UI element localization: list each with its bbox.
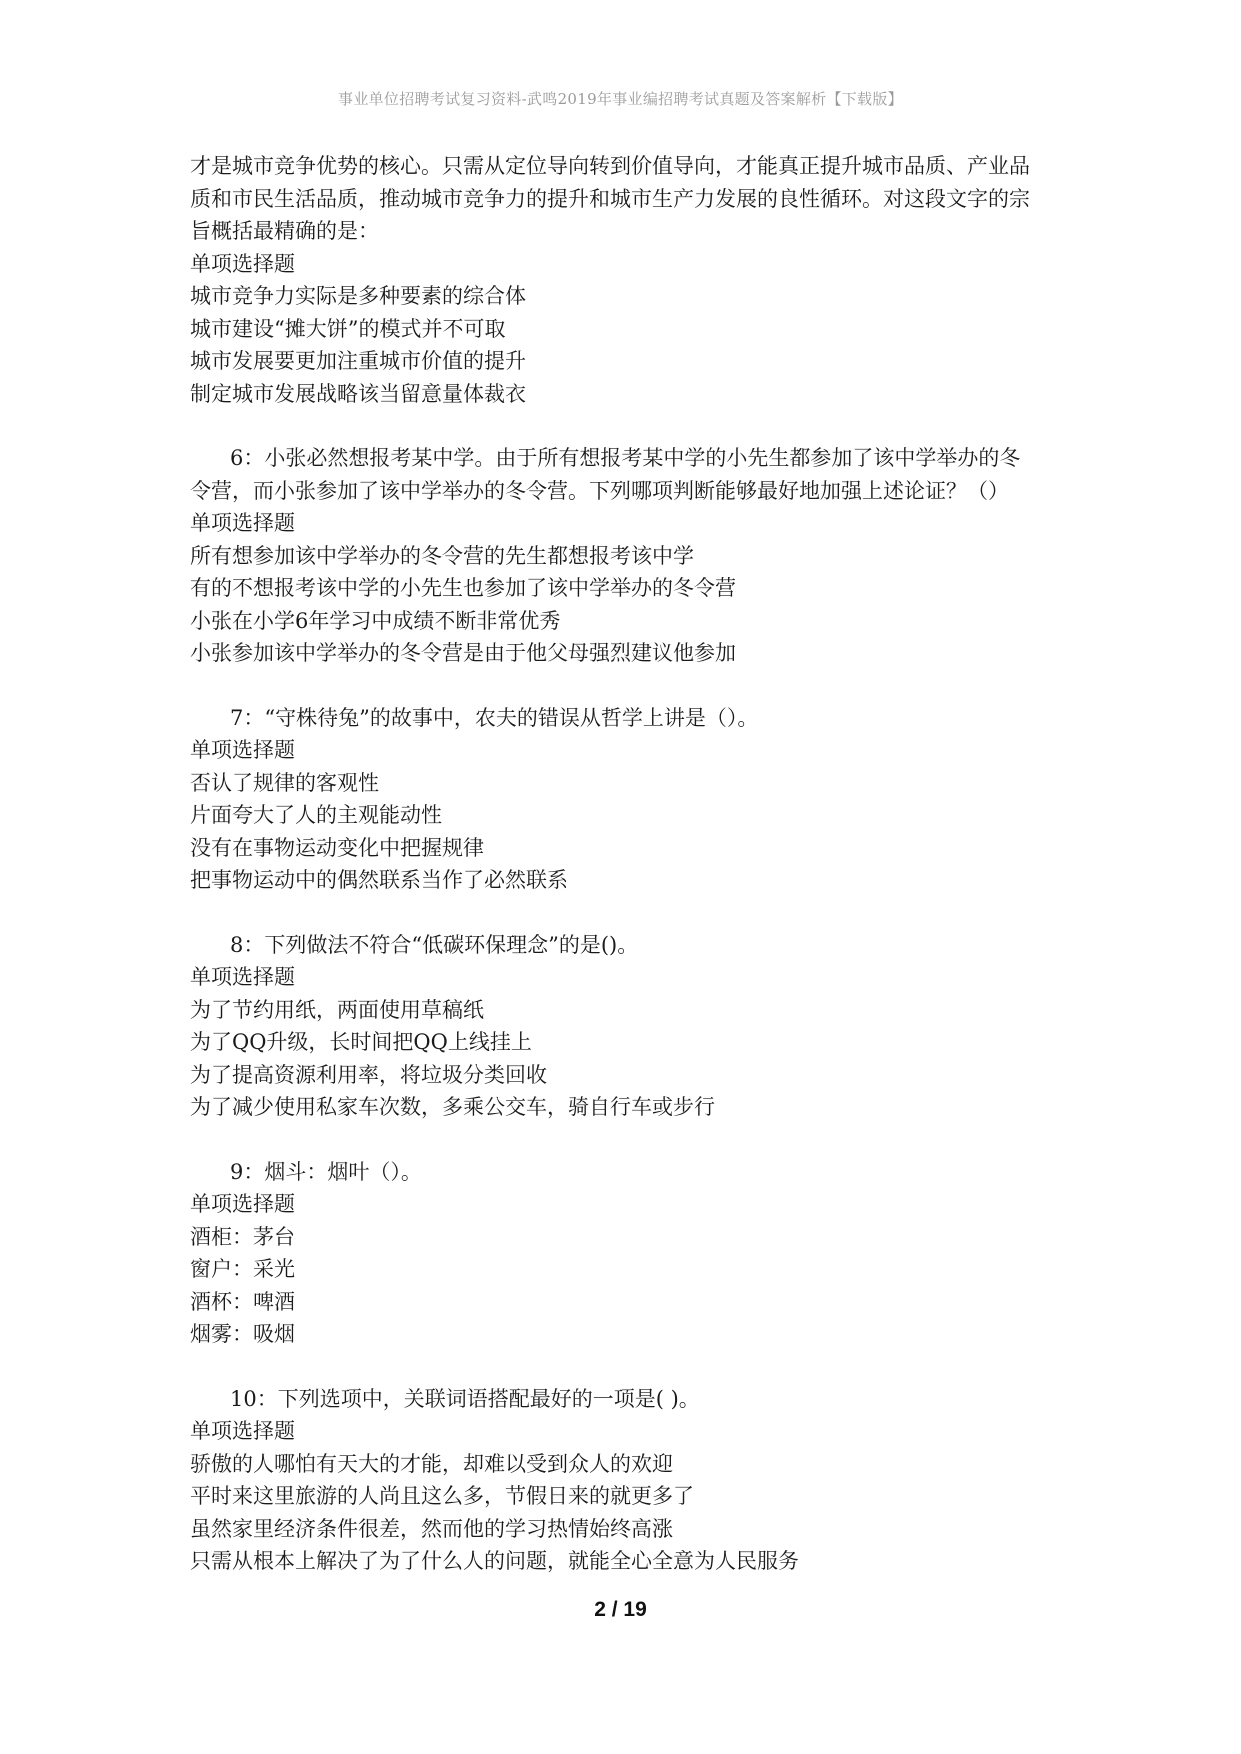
question-type: 单项选择题 — [190, 1419, 295, 1443]
option-c: 虽然家里经济条件很差，然而他的学习热情始终高涨 — [190, 1516, 673, 1541]
option-d: 只需从根本上解决了为了什么人的问题，就能全心全意为人民服务 — [190, 1549, 799, 1573]
option-b: 片面夸大了人的主观能动性 — [190, 803, 442, 827]
stem-line: 旨概括最精确的是： — [190, 219, 379, 243]
option-a: 为了节约用纸，两面使用草稿纸 — [190, 997, 484, 1022]
question-type: 单项选择题 — [190, 738, 295, 762]
stem-line: 才是城市竞争优势的核心。只需从定位导向转到价值导向，才能真正提升城市品质、产业品 — [190, 154, 1030, 178]
document-body — [190, 150, 1070, 1578]
option-d: 烟雾：吸烟 — [190, 1322, 295, 1346]
option-b: 城市建设“摊大饼”的模式并不可取 — [190, 316, 506, 341]
question-type: 单项选择题 — [190, 511, 295, 535]
option-a: 所有想参加该中学举办的冬令营的先生都想报考该中学 — [190, 543, 694, 568]
page-header: 事业单位招聘考试复习资料-武鸣2019年事业编招聘考试真题及答案解析【下载版】 — [338, 90, 903, 108]
option-c: 没有在事物运动变化中把握规律 — [190, 835, 484, 860]
option-c: 城市发展要更加注重城市价值的提升 — [190, 349, 526, 373]
question-7 — [190, 702, 1070, 897]
question-stem: 8：下列做法不符合“低碳环保理念”的是()。 — [230, 932, 639, 957]
question-stem-line: 令营，而小张参加了该中学举办的冬令营。下列哪项判断能够最好地加强上述论证？（） — [190, 478, 1009, 503]
question-stem: 9：烟斗：烟叶（）。 — [230, 1159, 422, 1184]
question-stem: 6：小张必然想报考某中学。由于所有想报考某中学的小先生都参加了该中学举办的冬 — [230, 446, 1021, 470]
option-b: 有的不想报考该中学的小先生也参加了该中学举办的冬令营 — [190, 576, 736, 600]
question-5-continuation — [190, 150, 1070, 410]
option-d: 为了减少使用私家车次数，多乘公交车，骑自行车或步行 — [190, 1095, 715, 1119]
page-number: 2 / 19 — [594, 1598, 647, 1621]
option-a: 城市竞争力实际是多种要素的综合体 — [190, 284, 526, 308]
option-d: 制定城市发展战略该当留意量体裁衣 — [190, 381, 526, 406]
option-d: 把事物运动中的偶然联系当作了必然联系 — [190, 868, 568, 892]
question-stem: 10：下列选项中，关联词语搭配最好的一项是( )。 — [230, 1386, 700, 1411]
option-a: 酒柜：茅台 — [190, 1224, 295, 1249]
question-6 — [190, 442, 1070, 670]
option-c: 小张在小学6年学习中成绩不断非常优秀 — [190, 608, 561, 633]
question-type: 单项选择题 — [190, 251, 295, 276]
option-c: 为了提高资源利用率，将垃圾分类回收 — [190, 1062, 547, 1087]
question-type: 单项选择题 — [190, 1192, 295, 1216]
option-b: 窗户：采光 — [190, 1257, 295, 1281]
option-a: 骄傲的人哪怕有天大的才能，却难以受到众人的欢迎 — [190, 1451, 673, 1476]
question-8 — [190, 929, 1070, 1124]
question-9 — [190, 1156, 1070, 1351]
question-stem: 7：“守株待兔”的故事中，农夫的错误从哲学上讲是（）。 — [230, 705, 759, 730]
option-b: 平时来这里旅游的人尚且这么多，节假日来的就更多了 — [190, 1484, 694, 1508]
option-b: 为了QQ升级，长时间把QQ上线挂上 — [190, 1030, 532, 1054]
question-type: 单项选择题 — [190, 965, 295, 989]
question-10 — [190, 1383, 1070, 1578]
option-c: 酒杯：啤酒 — [190, 1289, 295, 1314]
option-a: 否认了规律的客观性 — [190, 770, 379, 795]
option-d: 小张参加该中学举办的冬令营是由于他父母强烈建议他参加 — [190, 641, 736, 665]
stem-line: 质和市民生活品质，推动城市竞争力的提升和城市生产力发展的良性循环。对这段文字的宗 — [190, 186, 1030, 211]
